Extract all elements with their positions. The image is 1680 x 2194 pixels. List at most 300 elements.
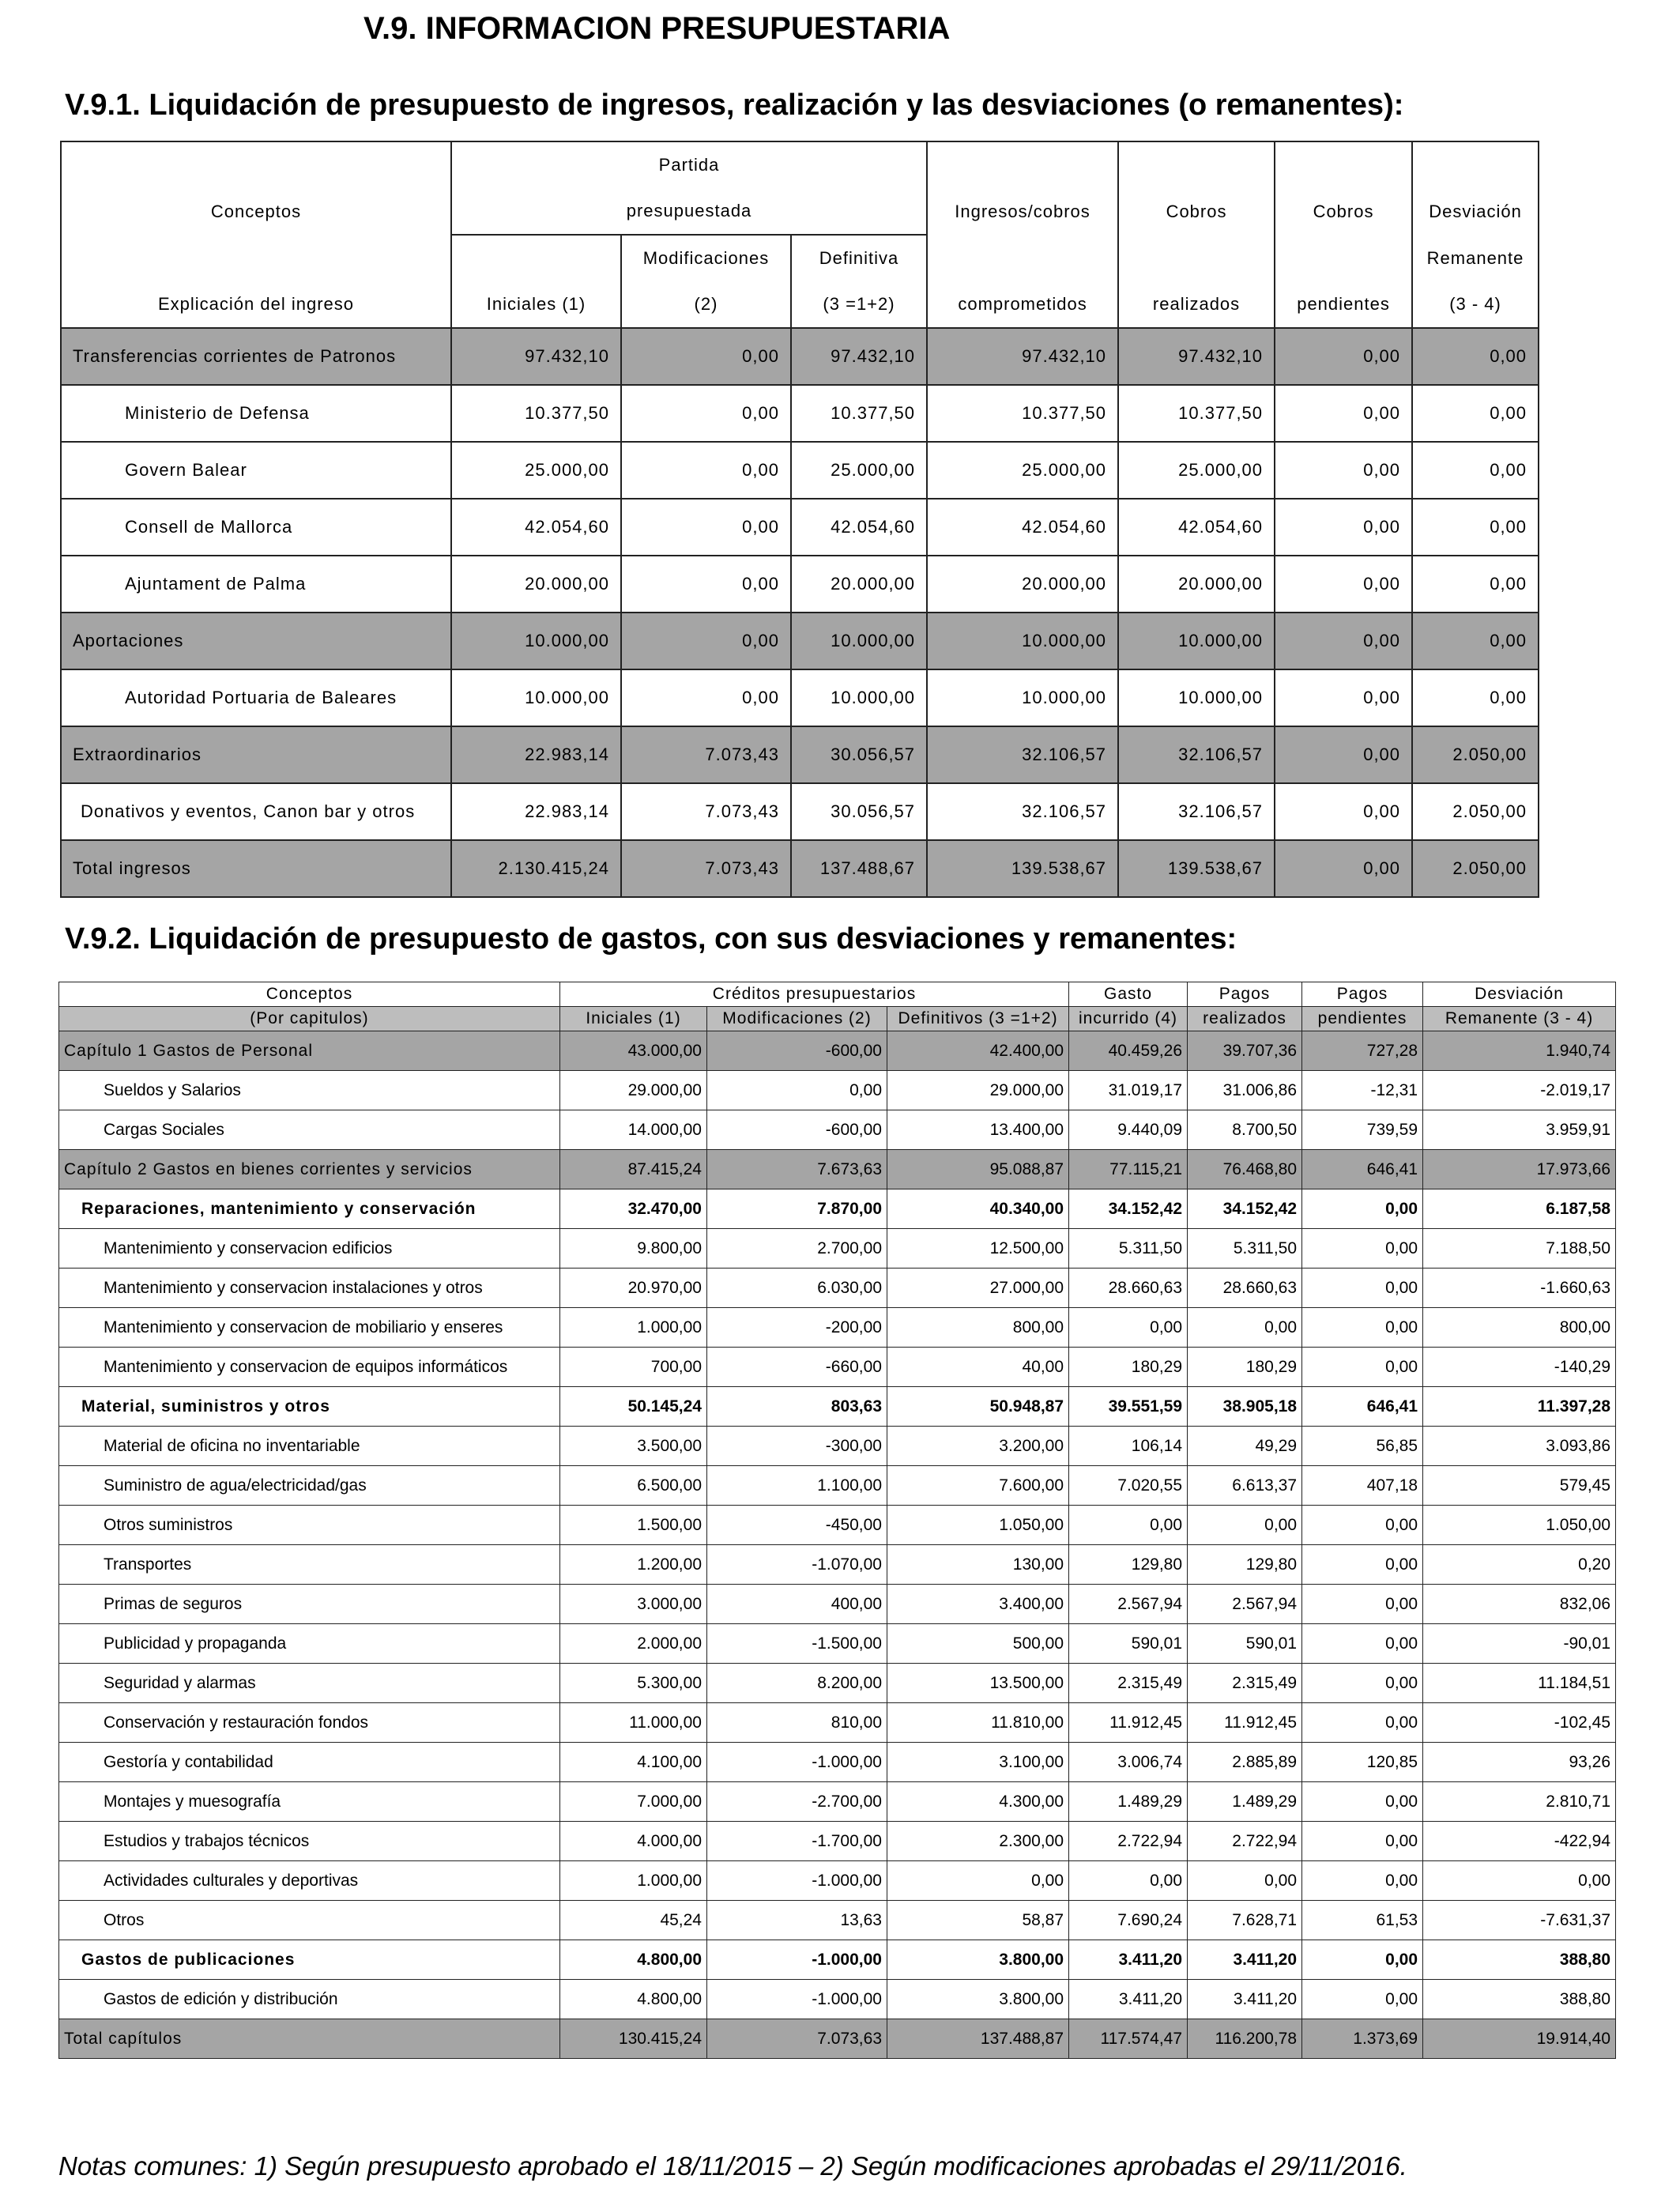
- value-cell: 4.100,00: [560, 1743, 707, 1782]
- value-cell: 20.000,00: [927, 556, 1118, 613]
- value-cell: 25.000,00: [927, 442, 1118, 499]
- value-cell: 40.340,00: [887, 1189, 1069, 1229]
- row-label: Total ingresos: [61, 840, 451, 897]
- value-cell: 3.411,20: [1069, 1940, 1188, 1980]
- value-cell: 7.628,71: [1188, 1901, 1302, 1940]
- value-cell: -1.070,00: [707, 1545, 887, 1585]
- value-cell: -300,00: [707, 1427, 887, 1466]
- value-cell: 3.411,20: [1069, 1980, 1188, 2019]
- value-cell: 95.088,87: [887, 1150, 1069, 1189]
- value-cell: -12,31: [1302, 1071, 1423, 1110]
- value-cell: 0,00: [1188, 1861, 1302, 1901]
- value-cell: 97.432,10: [791, 328, 927, 385]
- value-cell: 27.000,00: [887, 1269, 1069, 1308]
- row-label: Donativos y eventos, Canon bar y otros: [61, 783, 451, 840]
- row-label: Transportes: [59, 1545, 560, 1585]
- row-label: Total capítulos: [59, 2019, 560, 2059]
- table-row: [61, 556, 1539, 613]
- value-cell: 61,53: [1302, 1901, 1423, 1940]
- value-cell: 25.000,00: [791, 442, 927, 499]
- table-row: [59, 1506, 1616, 1545]
- row-label: Gastos de edición y distribución: [59, 1980, 560, 2019]
- row-label: Aportaciones: [61, 613, 451, 669]
- row-label: Ministerio de Defensa: [61, 385, 451, 442]
- value-cell: 42.054,60: [791, 499, 927, 556]
- value-cell: 3.200,00: [887, 1427, 1069, 1466]
- value-cell: 87.415,24: [560, 1150, 707, 1189]
- value-cell: 0,00: [1302, 1506, 1423, 1545]
- table-row: [59, 1466, 1616, 1506]
- value-cell: 1.100,00: [707, 1466, 887, 1506]
- section-title-gastos: V.9.2. Liquidación de presupuesto de gastos, con sus desviaciones y remanentes:: [65, 922, 1237, 956]
- table-row: [59, 1664, 1616, 1703]
- value-cell: 0,00: [1412, 442, 1539, 499]
- value-cell: 180,29: [1069, 1348, 1188, 1387]
- header-cell: [1118, 235, 1275, 281]
- header-cell: Modificaciones: [621, 235, 791, 281]
- value-cell: 0,00: [1275, 556, 1412, 613]
- table-header-row: [61, 235, 1539, 281]
- header-cell: Explicación del ingreso: [61, 281, 451, 328]
- value-cell: 0,00: [1275, 385, 1412, 442]
- value-cell: 3.400,00: [887, 1585, 1069, 1624]
- value-cell: 4.800,00: [560, 1980, 707, 2019]
- value-cell: 1.940,74: [1423, 1031, 1616, 1071]
- value-cell: 2.810,71: [1423, 1782, 1616, 1822]
- value-cell: 0,00: [1302, 1782, 1423, 1822]
- value-cell: 14.000,00: [560, 1110, 707, 1150]
- value-cell: 2.315,49: [1069, 1664, 1188, 1703]
- value-cell: 832,06: [1423, 1585, 1616, 1624]
- table-header-row: [61, 281, 1539, 328]
- value-cell: 0,00: [1412, 328, 1539, 385]
- header-cell: Ingresos/cobros: [927, 188, 1118, 235]
- value-cell: 2.885,89: [1188, 1743, 1302, 1782]
- value-cell: -600,00: [707, 1031, 887, 1071]
- value-cell: 34.152,42: [1188, 1189, 1302, 1229]
- value-cell: -660,00: [707, 1348, 887, 1387]
- value-cell: 7.073,43: [621, 840, 791, 897]
- table-header-row: [61, 141, 1539, 188]
- value-cell: 77.115,21: [1069, 1150, 1188, 1189]
- row-label: Seguridad y alarmas: [59, 1664, 560, 1703]
- row-label: Reparaciones, mantenimiento y conservación: [59, 1189, 560, 1229]
- header-cell: Partida: [451, 141, 927, 188]
- value-cell: 116.200,78: [1188, 2019, 1302, 2059]
- value-cell: 11.000,00: [560, 1703, 707, 1743]
- header-cell: Definitivos (3 =1+2): [887, 1007, 1069, 1031]
- row-label: Extraordinarios: [61, 726, 451, 783]
- value-cell: 31.019,17: [1069, 1071, 1188, 1110]
- value-cell: 2.000,00: [560, 1624, 707, 1664]
- value-cell: 42.400,00: [887, 1031, 1069, 1071]
- header-cell: [1118, 141, 1275, 188]
- value-cell: 4.000,00: [560, 1822, 707, 1861]
- table-row: [59, 1782, 1616, 1822]
- header-cell: (Por capitulos): [59, 1007, 560, 1031]
- value-cell: 7.673,63: [707, 1150, 887, 1189]
- value-cell: 5.311,50: [1069, 1229, 1188, 1269]
- value-cell: -1.000,00: [707, 1743, 887, 1782]
- header-cell: Pagos: [1302, 982, 1423, 1007]
- value-cell: 129,80: [1069, 1545, 1188, 1585]
- value-cell: 9.440,09: [1069, 1110, 1188, 1150]
- value-cell: 10.000,00: [1118, 613, 1275, 669]
- value-cell: 97.432,10: [927, 328, 1118, 385]
- row-label: Autoridad Portuaria de Baleares: [61, 669, 451, 726]
- value-cell: 0,00: [1275, 499, 1412, 556]
- notes-footer: Notas comunes: 1) Según presupuesto aprobado el 18/11/2015 – 2) Según modificaciones aprobadas el 29/11/2016.: [58, 2151, 1407, 2181]
- row-label: Gestoría y contabilidad: [59, 1743, 560, 1782]
- value-cell: 0,00: [1302, 1703, 1423, 1743]
- row-label: Capítulo 2 Gastos en bienes corrientes y servicios: [59, 1150, 560, 1189]
- table-row: [59, 1822, 1616, 1861]
- value-cell: 0,00: [1302, 1308, 1423, 1348]
- table-row: [59, 1545, 1616, 1585]
- table-gastos: [58, 982, 1616, 2059]
- value-cell: 0,00: [1069, 1506, 1188, 1545]
- value-cell: 5.311,50: [1188, 1229, 1302, 1269]
- value-cell: 13.500,00: [887, 1664, 1069, 1703]
- value-cell: 0,00: [1275, 613, 1412, 669]
- value-cell: -1.660,63: [1423, 1269, 1616, 1308]
- value-cell: 2.722,94: [1069, 1822, 1188, 1861]
- header-cell: Cobros: [1118, 188, 1275, 235]
- value-cell: 0,00: [1302, 1585, 1423, 1624]
- value-cell: 0,00: [1302, 1189, 1423, 1229]
- table-row: [59, 1229, 1616, 1269]
- table-row: [59, 1308, 1616, 1348]
- value-cell: 3.006,74: [1069, 1743, 1188, 1782]
- value-cell: 7.870,00: [707, 1189, 887, 1229]
- header-cell: (3 =1+2): [791, 281, 927, 328]
- row-label: Capítulo 1 Gastos de Personal: [59, 1031, 560, 1071]
- value-cell: -450,00: [707, 1506, 887, 1545]
- row-label: Material, suministros y otros: [59, 1387, 560, 1427]
- value-cell: 2.050,00: [1412, 783, 1539, 840]
- row-label: Publicidad y propaganda: [59, 1624, 560, 1664]
- value-cell: 388,80: [1423, 1980, 1616, 2019]
- value-cell: -1.500,00: [707, 1624, 887, 1664]
- value-cell: 50.145,24: [560, 1387, 707, 1427]
- value-cell: 0,00: [1275, 669, 1412, 726]
- value-cell: 10.000,00: [791, 613, 927, 669]
- value-cell: 2.050,00: [1412, 726, 1539, 783]
- value-cell: 0,00: [1302, 1229, 1423, 1269]
- value-cell: 0,00: [1275, 328, 1412, 385]
- value-cell: 6.187,58: [1423, 1189, 1616, 1229]
- table-row: [59, 1150, 1616, 1189]
- value-cell: 28.660,63: [1069, 1269, 1188, 1308]
- table-row: [61, 669, 1539, 726]
- value-cell: 500,00: [887, 1624, 1069, 1664]
- value-cell: 700,00: [560, 1348, 707, 1387]
- value-cell: -2.019,17: [1423, 1071, 1616, 1110]
- value-cell: 0,00: [1188, 1506, 1302, 1545]
- value-cell: 17.973,66: [1423, 1150, 1616, 1189]
- value-cell: 2.700,00: [707, 1229, 887, 1269]
- value-cell: 1.050,00: [887, 1506, 1069, 1545]
- value-cell: -7.631,37: [1423, 1901, 1616, 1940]
- value-cell: 10.377,50: [791, 385, 927, 442]
- value-cell: 29.000,00: [560, 1071, 707, 1110]
- page-title: V.9. INFORMACION PRESUPUESTARIA: [363, 11, 951, 46]
- value-cell: 50.948,87: [887, 1387, 1069, 1427]
- row-label: Otros suministros: [59, 1506, 560, 1545]
- header-cell: [927, 141, 1118, 188]
- value-cell: 28.660,63: [1188, 1269, 1302, 1308]
- value-cell: 6.613,37: [1188, 1466, 1302, 1506]
- value-cell: 130.415,24: [560, 2019, 707, 2059]
- value-cell: 20.000,00: [1118, 556, 1275, 613]
- value-cell: 76.468,80: [1188, 1150, 1302, 1189]
- value-cell: 0,00: [1302, 1664, 1423, 1703]
- value-cell: 646,41: [1302, 1387, 1423, 1427]
- header-cell: [927, 235, 1118, 281]
- value-cell: 0,00: [1302, 1545, 1423, 1585]
- value-cell: 20.970,00: [560, 1269, 707, 1308]
- value-cell: 22.983,14: [451, 726, 621, 783]
- value-cell: -1.000,00: [707, 1980, 887, 2019]
- section-title-ingresos: V.9.1. Liquidación de presupuesto de ingresos, realización y las desviaciones (o remanentes):: [65, 89, 1404, 122]
- table-row: [59, 1387, 1616, 1427]
- value-cell: 45,24: [560, 1901, 707, 1940]
- header-cell: [451, 235, 621, 281]
- value-cell: 32.106,57: [927, 726, 1118, 783]
- value-cell: -200,00: [707, 1308, 887, 1348]
- row-label: Otros: [59, 1901, 560, 1940]
- value-cell: 2.300,00: [887, 1822, 1069, 1861]
- value-cell: 3.500,00: [560, 1427, 707, 1466]
- value-cell: 1.373,69: [1302, 2019, 1423, 2059]
- value-cell: 39.707,36: [1188, 1031, 1302, 1071]
- value-cell: 0,00: [1412, 385, 1539, 442]
- value-cell: 56,85: [1302, 1427, 1423, 1466]
- value-cell: 7.073,43: [621, 726, 791, 783]
- value-cell: 13.400,00: [887, 1110, 1069, 1150]
- value-cell: -1.000,00: [707, 1940, 887, 1980]
- table-row: [59, 1940, 1616, 1980]
- header-cell: (3 - 4): [1412, 281, 1539, 328]
- value-cell: 40.459,26: [1069, 1031, 1188, 1071]
- table-ingresos: [60, 141, 1539, 898]
- table-row: [61, 328, 1539, 385]
- value-cell: 1.200,00: [560, 1545, 707, 1585]
- value-cell: 8.700,50: [1188, 1110, 1302, 1150]
- value-cell: 4.300,00: [887, 1782, 1069, 1822]
- value-cell: 11.912,45: [1188, 1703, 1302, 1743]
- value-cell: 7.000,00: [560, 1782, 707, 1822]
- table-header-row: [61, 188, 1539, 235]
- value-cell: 0,00: [621, 669, 791, 726]
- value-cell: 0,00: [1302, 1822, 1423, 1861]
- value-cell: -90,01: [1423, 1624, 1616, 1664]
- table-row: [61, 442, 1539, 499]
- value-cell: 803,63: [707, 1387, 887, 1427]
- value-cell: 7.020,55: [1069, 1466, 1188, 1506]
- row-label: Mantenimiento y conservacion de mobiliario y enseres: [59, 1308, 560, 1348]
- value-cell: 6.030,00: [707, 1269, 887, 1308]
- value-cell: 407,18: [1302, 1466, 1423, 1506]
- table-row: [61, 499, 1539, 556]
- header-cell: Iniciales (1): [560, 1007, 707, 1031]
- value-cell: 590,01: [1069, 1624, 1188, 1664]
- value-cell: 6.500,00: [560, 1466, 707, 1506]
- value-cell: 30.056,57: [791, 726, 927, 783]
- value-cell: 0,00: [1302, 1348, 1423, 1387]
- value-cell: 43.000,00: [560, 1031, 707, 1071]
- value-cell: 8.200,00: [707, 1664, 887, 1703]
- header-cell: Remanente (3 - 4): [1423, 1007, 1616, 1031]
- value-cell: 42.054,60: [1118, 499, 1275, 556]
- value-cell: 1.489,29: [1069, 1782, 1188, 1822]
- row-label: Ajuntament de Palma: [61, 556, 451, 613]
- table-row: [59, 1743, 1616, 1782]
- header-cell: Conceptos: [61, 188, 451, 235]
- row-label: Govern Balear: [61, 442, 451, 499]
- header-cell: Conceptos: [59, 982, 560, 1007]
- header-cell: Gasto: [1069, 982, 1188, 1007]
- header-cell: [61, 141, 451, 188]
- value-cell: 32.106,57: [927, 783, 1118, 840]
- value-cell: 5.300,00: [560, 1664, 707, 1703]
- row-label: Mantenimiento y conservacion edificios: [59, 1229, 560, 1269]
- header-cell: pendientes: [1275, 281, 1412, 328]
- value-cell: 3.100,00: [887, 1743, 1069, 1782]
- row-label: Sueldos y Salarios: [59, 1071, 560, 1110]
- value-cell: 1.050,00: [1423, 1506, 1616, 1545]
- value-cell: 0,00: [1275, 840, 1412, 897]
- value-cell: 646,41: [1302, 1150, 1423, 1189]
- value-cell: 20.000,00: [791, 556, 927, 613]
- table-row: [59, 1901, 1616, 1940]
- value-cell: 0,00: [1412, 613, 1539, 669]
- value-cell: 97.432,10: [1118, 328, 1275, 385]
- value-cell: 0,00: [1302, 1980, 1423, 2019]
- value-cell: 2.567,94: [1188, 1585, 1302, 1624]
- value-cell: 2.722,94: [1188, 1822, 1302, 1861]
- table-row: [61, 840, 1539, 897]
- value-cell: 11.810,00: [887, 1703, 1069, 1743]
- value-cell: 0,00: [1302, 1940, 1423, 1980]
- value-cell: 117.574,47: [1069, 2019, 1188, 2059]
- value-cell: 7.690,24: [1069, 1901, 1188, 1940]
- value-cell: 120,85: [1302, 1743, 1423, 1782]
- value-cell: 800,00: [887, 1308, 1069, 1348]
- header-cell: (2): [621, 281, 791, 328]
- header-cell: realizados: [1188, 1007, 1302, 1031]
- header-cell: [1412, 141, 1539, 188]
- row-label: Primas de seguros: [59, 1585, 560, 1624]
- value-cell: 0,20: [1423, 1545, 1616, 1585]
- value-cell: 0,00: [1302, 1861, 1423, 1901]
- table-row: [61, 385, 1539, 442]
- value-cell: 0,00: [887, 1861, 1069, 1901]
- header-cell: Definitiva: [791, 235, 927, 281]
- value-cell: 1.000,00: [560, 1861, 707, 1901]
- value-cell: 20.000,00: [451, 556, 621, 613]
- table-row: [61, 613, 1539, 669]
- value-cell: -102,45: [1423, 1703, 1616, 1743]
- value-cell: 10.000,00: [791, 669, 927, 726]
- value-cell: -1.700,00: [707, 1822, 887, 1861]
- row-label: Cargas Sociales: [59, 1110, 560, 1150]
- header-cell: Remanente: [1412, 235, 1539, 281]
- table-row: [59, 1585, 1616, 1624]
- value-cell: 3.959,91: [1423, 1110, 1616, 1150]
- table-row: [59, 1110, 1616, 1150]
- table-row: [59, 1427, 1616, 1466]
- value-cell: 10.377,50: [927, 385, 1118, 442]
- value-cell: 739,59: [1302, 1110, 1423, 1150]
- table-row: [59, 1031, 1616, 1071]
- value-cell: 31.006,86: [1188, 1071, 1302, 1110]
- value-cell: 42.054,60: [927, 499, 1118, 556]
- value-cell: 0,00: [1302, 1624, 1423, 1664]
- value-cell: 0,00: [1423, 1861, 1616, 1901]
- header-cell: [61, 235, 451, 281]
- value-cell: 11.912,45: [1069, 1703, 1188, 1743]
- value-cell: 0,00: [1275, 726, 1412, 783]
- value-cell: 2.130.415,24: [451, 840, 621, 897]
- value-cell: 0,00: [1275, 442, 1412, 499]
- table-row: [59, 1269, 1616, 1308]
- value-cell: 0,00: [1302, 1269, 1423, 1308]
- value-cell: 0,00: [1412, 669, 1539, 726]
- value-cell: 137.488,67: [791, 840, 927, 897]
- value-cell: 1.500,00: [560, 1506, 707, 1545]
- value-cell: 11.184,51: [1423, 1664, 1616, 1703]
- value-cell: -140,29: [1423, 1348, 1616, 1387]
- value-cell: 3.800,00: [887, 1940, 1069, 1980]
- row-label: Actividades culturales y deportivas: [59, 1861, 560, 1901]
- value-cell: 25.000,00: [451, 442, 621, 499]
- table-row: [59, 1703, 1616, 1743]
- value-cell: 3.093,86: [1423, 1427, 1616, 1466]
- value-cell: 3.411,20: [1188, 1940, 1302, 1980]
- value-cell: 0,00: [621, 385, 791, 442]
- row-label: Gastos de publicaciones: [59, 1940, 560, 1980]
- value-cell: 49,29: [1188, 1427, 1302, 1466]
- value-cell: 4.800,00: [560, 1940, 707, 1980]
- value-cell: 58,87: [887, 1901, 1069, 1940]
- value-cell: 32.106,57: [1118, 783, 1275, 840]
- value-cell: 579,45: [1423, 1466, 1616, 1506]
- table-row: [61, 726, 1539, 783]
- row-label: Mantenimiento y conservacion instalaciones y otros: [59, 1269, 560, 1308]
- value-cell: 137.488,87: [887, 2019, 1069, 2059]
- value-cell: 11.397,28: [1423, 1387, 1616, 1427]
- header-cell: Desviación: [1412, 188, 1539, 235]
- row-label: Montajes y muesografía: [59, 1782, 560, 1822]
- table-row: [59, 1348, 1616, 1387]
- value-cell: 0,00: [1412, 499, 1539, 556]
- value-cell: 32.470,00: [560, 1189, 707, 1229]
- value-cell: 0,00: [621, 328, 791, 385]
- value-cell: 0,00: [1275, 783, 1412, 840]
- value-cell: 34.152,42: [1069, 1189, 1188, 1229]
- table-row: [59, 1624, 1616, 1664]
- header-cell: Desviación: [1423, 982, 1616, 1007]
- value-cell: 40,00: [887, 1348, 1069, 1387]
- value-cell: 2.050,00: [1412, 840, 1539, 897]
- row-label: Mantenimiento y conservacion de equipos informáticos: [59, 1348, 560, 1387]
- table-row: [59, 2019, 1616, 2059]
- header-cell: Cobros: [1275, 188, 1412, 235]
- value-cell: 0,00: [1412, 556, 1539, 613]
- value-cell: 10.000,00: [1118, 669, 1275, 726]
- table-header-row: [59, 982, 1616, 1007]
